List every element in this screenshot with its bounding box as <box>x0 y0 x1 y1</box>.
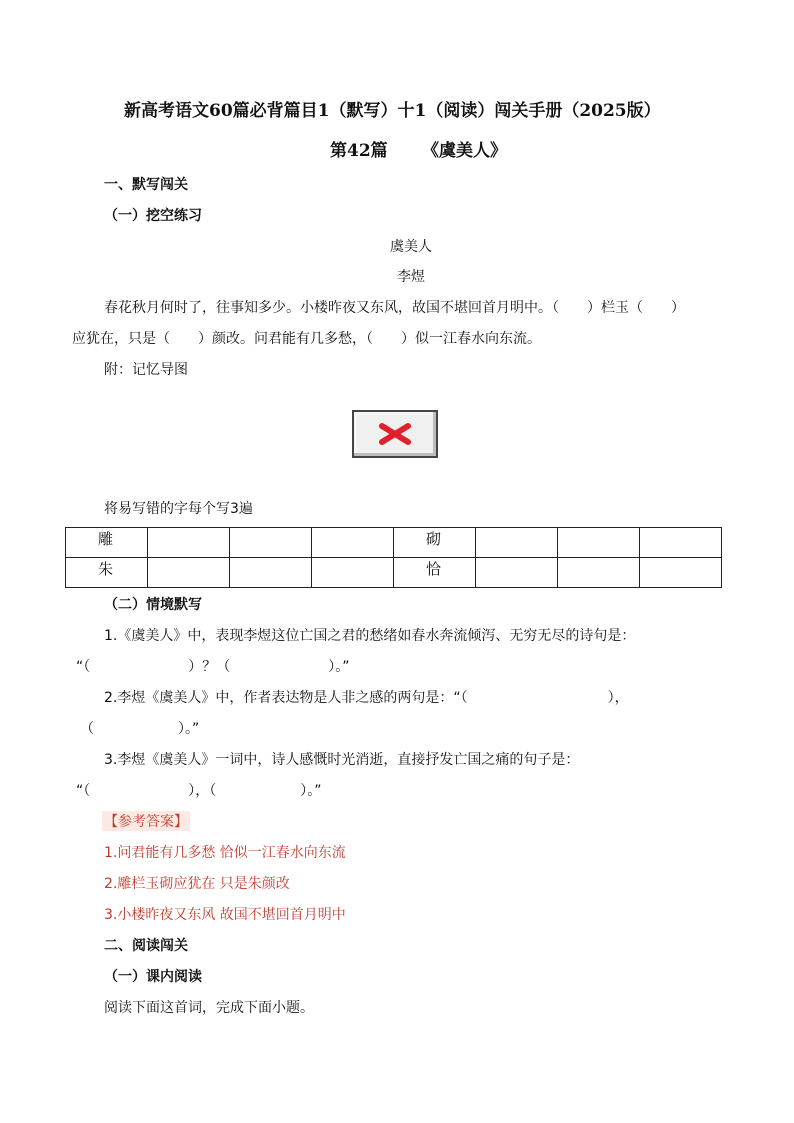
poem-author: 李煜 <box>397 269 425 285</box>
grid-blank-cell[interactable] <box>148 528 230 558</box>
grid-char-cell: 砌 <box>394 528 476 558</box>
grid-row <box>66 558 722 588</box>
broken-image-icon <box>352 410 438 458</box>
section1-heading: 一、默写闯关 <box>104 177 188 193</box>
answer-3: 3.小楼昨夜又东风 故国不堪回首月明中 <box>104 907 346 923</box>
grid-blank-cell[interactable] <box>640 528 722 558</box>
grid-blank-cell[interactable] <box>312 528 394 558</box>
grid-blank-cell[interactable] <box>312 558 394 588</box>
grid-blank-cell[interactable] <box>148 558 230 588</box>
grid-blank-cell[interactable] <box>476 528 558 558</box>
doc-title: 新高考语文60篇必背篇目1（默写）十1（阅读）闯关手册（2025版） <box>124 101 661 121</box>
question-2-text: 2.李煜《虞美人》中，作者表达物是人非之感的两句是：“（ ）， <box>104 690 629 706</box>
article-number: 第42篇 <box>330 141 388 161</box>
context-dictation-heading: （二）情境默写 <box>104 597 202 613</box>
question-2-blanks: （ ）。” <box>80 721 200 737</box>
answer-1: 1.问君能有几多愁 恰似一江春水向东流 <box>104 845 346 861</box>
grid-blank-cell[interactable] <box>640 558 722 588</box>
in-class-reading-heading: （一）课内阅读 <box>104 969 202 985</box>
grid-blank-cell[interactable] <box>230 558 312 588</box>
appendix-label: 附：记忆导图 <box>104 362 188 378</box>
practice-label: 将易写错的字每个写3遍 <box>104 501 253 517</box>
question-3-text: 3.李煜《虞美人》一词中，诗人感慨时光消逝，直接抒发亡国之痛的句子是： <box>104 752 580 768</box>
grid-blank-cell[interactable] <box>558 528 640 558</box>
question-1-blanks: “（ ）？（ ）。” <box>76 659 350 675</box>
poem-line-1: 春花秋月何时了，往事知多少。小楼昨夜又东风，故国不堪回首月明中。（ ）栏玉（ ） <box>104 300 685 316</box>
grid-char-cell: 雕 <box>66 528 148 558</box>
poem-title: 虞美人 <box>390 239 432 255</box>
grid-char-cell: 朱 <box>66 558 148 588</box>
question-1-text: 1.《虞美人》中，表现李煜这位亡国之君的愁绪如春水奔流倾泻、无穷无尽的诗句是： <box>104 628 636 644</box>
question-3-blanks: “（ ），（ ）。” <box>76 783 322 799</box>
grid-char-cell: 恰 <box>394 558 476 588</box>
grid-row <box>66 528 722 558</box>
practice-grid <box>65 527 722 588</box>
section2-heading: 二、阅读闯关 <box>104 938 188 954</box>
answer-label: 【参考答案】 <box>102 811 190 831</box>
grid-blank-cell[interactable] <box>230 528 312 558</box>
grid-blank-cell[interactable] <box>476 558 558 588</box>
poem-line-2: 应犹在，只是（ ）颜改。问君能有几多愁，（ ）似一江春水向东流。 <box>72 331 541 347</box>
fill-blank-heading: （一）挖空练习 <box>104 208 202 224</box>
article-name: 《虞美人》 <box>422 141 507 161</box>
reading-instruction: 阅读下面这首词，完成下面小题。 <box>104 1000 314 1016</box>
answer-2: 2.雕栏玉砌应犹在 只是朱颜改 <box>104 876 290 892</box>
grid-blank-cell[interactable] <box>558 558 640 588</box>
